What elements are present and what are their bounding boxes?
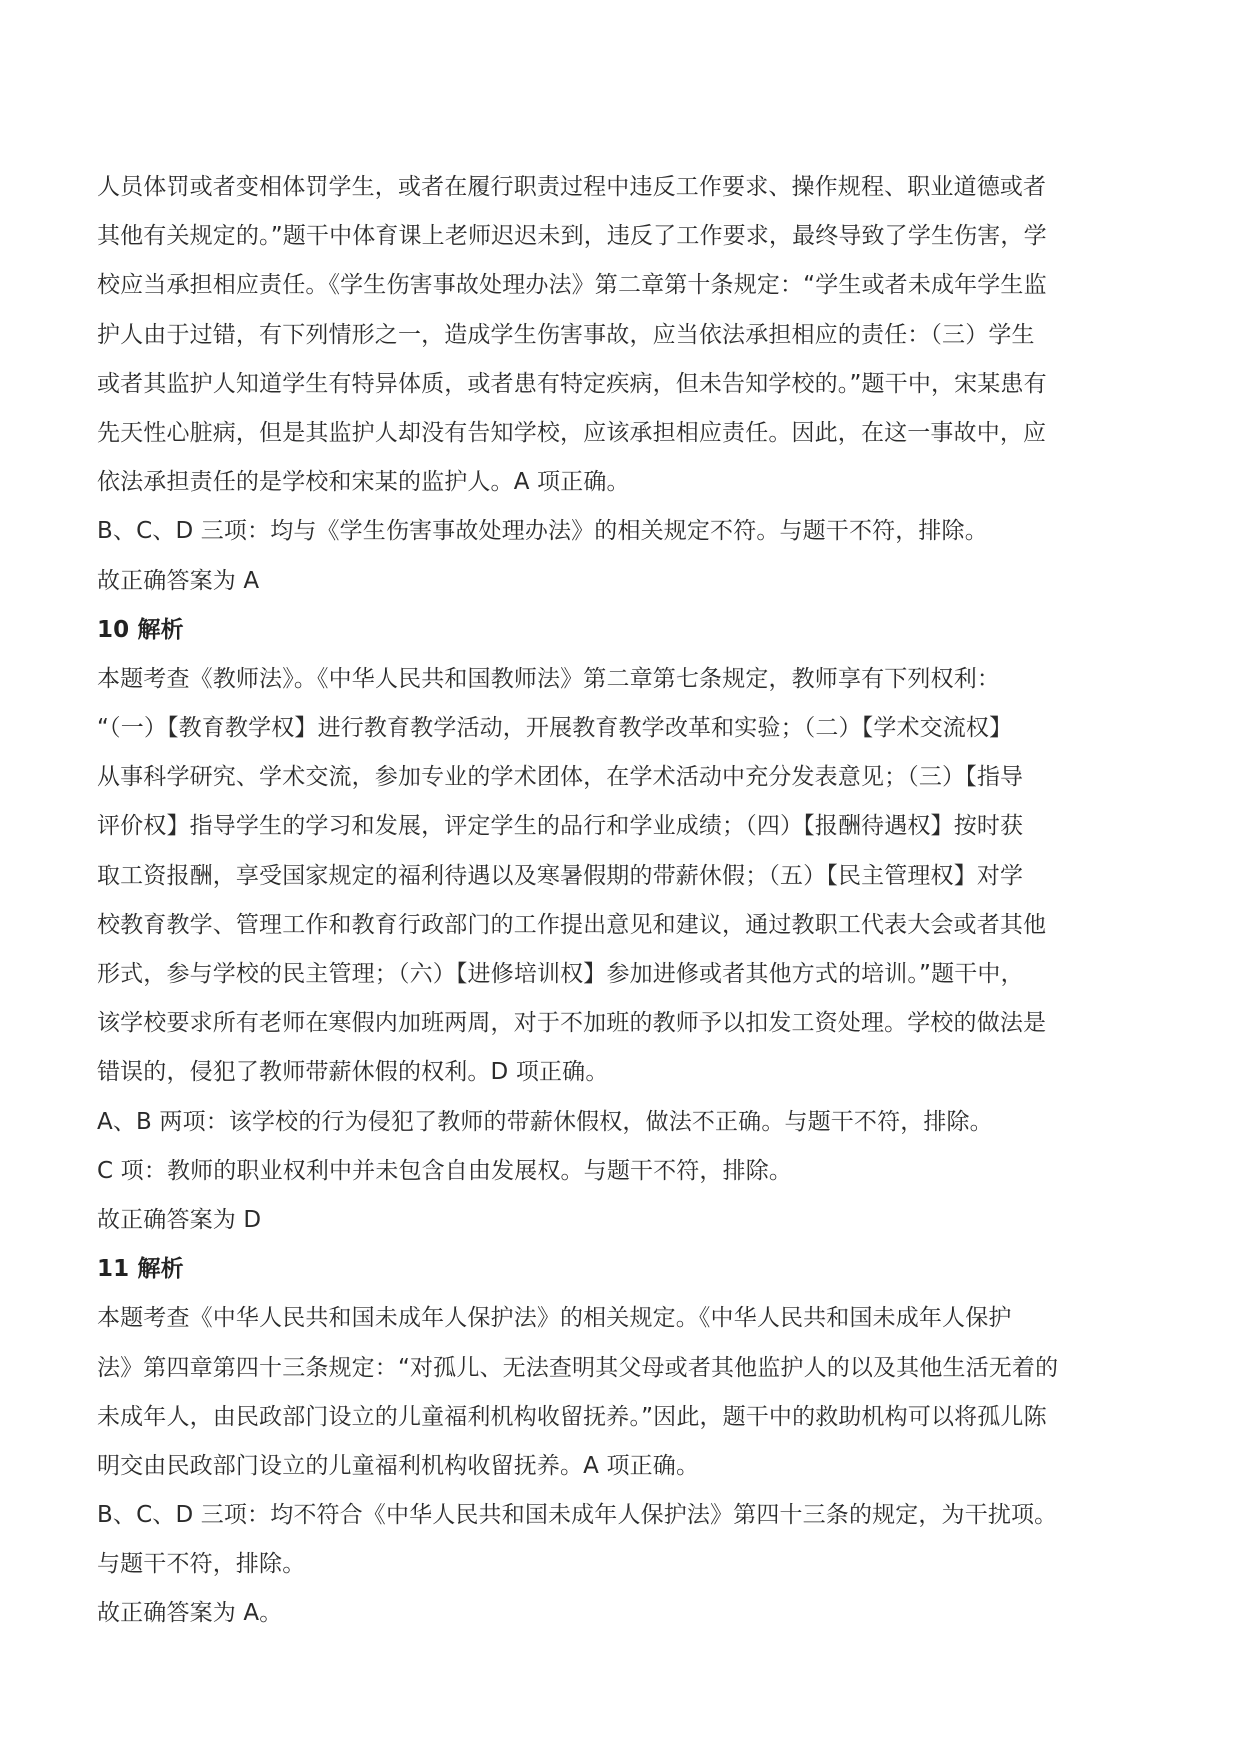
option-analysis-line: C 项：教师的职业权利中并未包含自由发展权。与题干不符，排除。 <box>97 1157 793 1184</box>
paragraph-line: 未成年人，由民政部门设立的儿童福利机构收留抚养。”因此，题干中的救助机构可以将孤儿陈 <box>97 1403 1047 1430</box>
section-heading: 11 解析 <box>97 1256 184 1283</box>
analysis-section-10 <box>97 606 1157 1245</box>
paragraph-line: 或者其监护人知道学生有特异体质，或者患有特定疾病，但未告知学校的。”题干中，宋某患有 <box>97 370 1047 397</box>
paragraph-line: 人员体罚或者变相体罚学生，或者在履行职责过程中违反工作要求、操作规程、职业道德或者 <box>97 174 1047 200</box>
answer-line: 故正确答案为 A。 <box>97 1600 283 1627</box>
paragraph-line: 依法承担责任的是学校和宋某的监护人。A 项正确。 <box>97 469 630 496</box>
paragraph-line: 明交由民政部门设立的儿童福利机构收留抚养。A 项正确。 <box>97 1452 700 1479</box>
paragraph-line: 校教育教学、管理工作和教育行政部门的工作提出意见和建议，通过教职工代表大会或者其他 <box>97 911 1047 938</box>
paragraph-line: 评价权】指导学生的学习和发展，评定学生的品行和学业成绩；（四）【报酬待遇权】按时获 <box>97 813 1024 840</box>
option-analysis-line: A、B 两项：该学校的行为侵犯了教师的带薪休假权，做法不正确。与题干不符，排除。 <box>97 1108 993 1135</box>
paragraph-line: 取工资报酬，享受国家规定的福利待遇以及寒暑假期的带薪休假；（五）【民主管理权】对学 <box>97 862 1024 889</box>
paragraph-line: 形式，参与学校的民主管理；（六）【进修培训权】参加进修或者其他方式的培训。”题干中， <box>97 961 1024 987</box>
analysis-section-11 <box>97 1245 1157 1639</box>
paragraph-line: 其他有关规定的。”题干中体育课上老师迟迟未到，违反了工作要求，最终导致了学生伤害，学 <box>97 223 1047 250</box>
paragraph-line: 本题考查《中华人民共和国未成年人保护法》的相关规定。《中华人民共和国未成年人保护 <box>97 1305 1012 1332</box>
paragraph-line: 法》第四章第四十三条规定：“对孤儿、无法查明其父母或者其他监护人的以及其他生活无着的 <box>97 1354 1059 1381</box>
paragraph-line: “（一）【教育教学权】进行教育教学活动，开展教育教学改革和实验；（二）【学术交流权】 <box>97 715 1013 742</box>
option-analysis-line: B、C、D 三项：均与《学生伤害事故处理办法》的相关规定不符。与题干不符，排除。 <box>97 518 988 545</box>
section-heading: 10 解析 <box>97 616 184 643</box>
paragraph-line: 错误的，侵犯了教师带薪休假的权利。D 项正确。 <box>97 1059 609 1086</box>
paragraph-line: 校应当承担相应责任。《学生伤害事故处理办法》第二章第十条规定：“学生或者未成年学生监 <box>97 272 1047 299</box>
paragraph-line: 本题考查《教师法》。《中华人民共和国教师法》第二章第七条规定，教师享有下列权利： <box>97 665 1000 692</box>
option-analysis-line: 与题干不符，排除。 <box>97 1551 306 1578</box>
answer-line: 故正确答案为 D <box>97 1206 262 1233</box>
analysis-section-9-continued <box>97 163 1157 606</box>
paragraph-line: 该学校要求所有老师在寒假内加班两周，对于不加班的教师予以扣发工资处理。学校的做法是 <box>97 1010 1047 1037</box>
paragraph-line: 护人由于过错，有下列情形之一，造成学生伤害事故，应当依法承担相应的责任：（三）学生 <box>97 321 1035 348</box>
answer-line: 故正确答案为 A <box>97 567 260 594</box>
option-analysis-line: B、C、D 三项：均不符合《中华人民共和国未成年人保护法》第四十三条的规定，为干扰项。 <box>97 1502 1058 1529</box>
paragraph-line: 从事科学研究、学术交流，参加专业的学术团体，在学术活动中充分发表意见；（三）【指导 <box>97 764 1024 791</box>
document-body <box>97 163 1157 1639</box>
paragraph-line: 先天性心脏病，但是其监护人却没有告知学校，应该承担相应责任。因此，在这一事故中，应 <box>97 419 1047 446</box>
